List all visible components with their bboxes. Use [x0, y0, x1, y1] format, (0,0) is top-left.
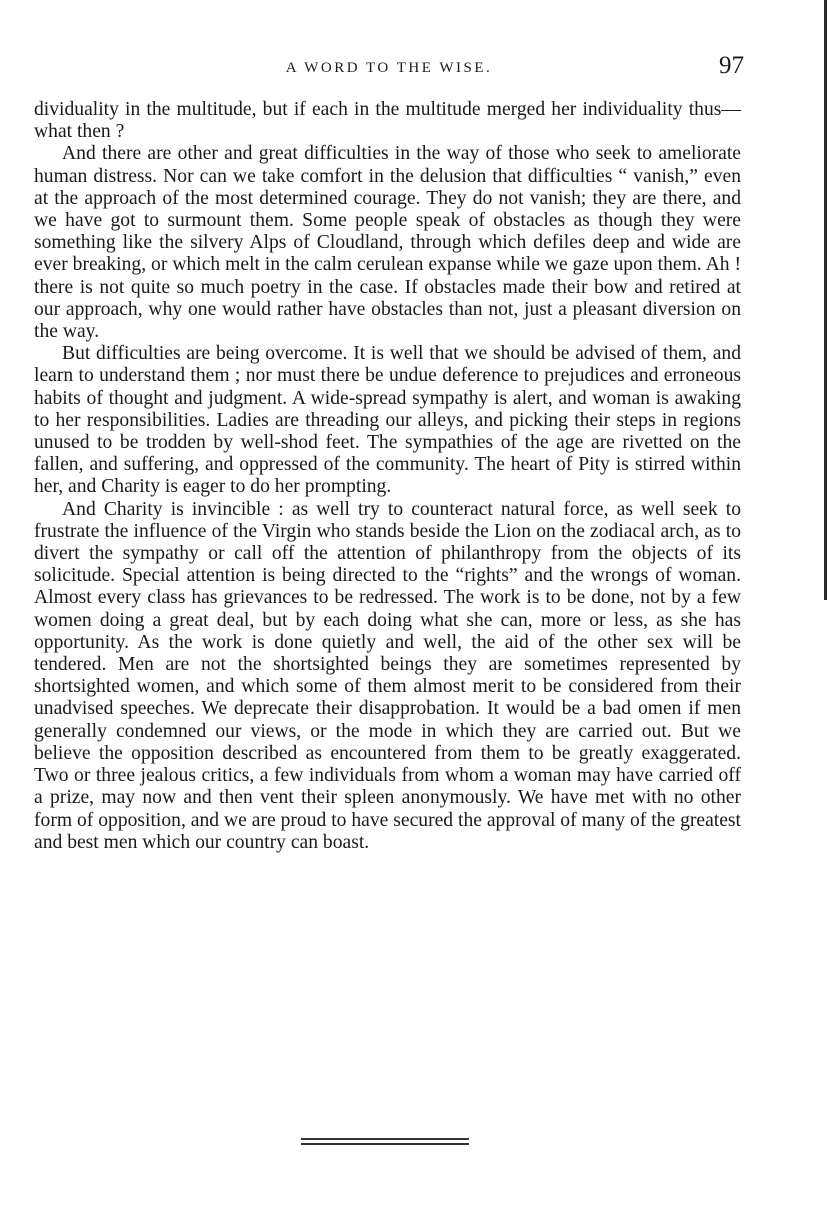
paragraph-2: And there are other and great difficulties in the way of those who seek to ameliorate human distress. Nor can we take comfort in the delusion that difficulties “ vanish,” even at the approach of the most determined courage. They do not vanish; they are there, and we have got to surmount them. Some people speak of obstacles as though they were something like the silvery Alps of Cloudland, through which defiles deep and wide are ever breaking, or which melt in the calm cerulean expanse while we gaze upon them. Ah ! there is not quite so much poetry in the case. If obstacles made their bow and retired at our approach, why one would rather have obstacles than not, just a pleasant diversion on the way.	[34, 143, 741, 343]
paragraph-3: But difficulties are being overcome. It is well that we should be advised of them, and learn to understand them ; nor must there be undue deference to prejudices and erroneous habits of thought and judgment. A wide-spread sympathy is alert, and woman is awaking to her responsibilities. Ladies are threading our alleys, and picking their steps in regions unused to be trodden by well-shod feet. The sympathies of the age are rivetted on the fallen, and suffering, and oppressed of the community. The heart of Pity is stirred within her, and Charity is eager to do her prompting.	[34, 343, 741, 498]
page-edge-rule	[824, 0, 827, 600]
body-text	[34, 99, 741, 854]
running-title: A WORD TO THE WISE.	[285, 60, 493, 76]
paragraph-1: dividuality in the multitude, but if each in the multitude merged her individuality thus—what then ?	[34, 99, 741, 143]
paragraph-4: And Charity is invincible : as well try to counteract natural force, as well seek to frustrate the influence of the Virgin who stands beside the Lion on the zodiacal arch, as to divert the sympathy or call off the attention of philanthropy from the objects of its solicitude. Special attention is being directed to the “rights” and the wrongs of woman. Almost every class has grievances to be redressed. The work is to be done, not by a few women doing a great deal, but by each doing what she can, more or less, as she has opportunity. As the work is done quietly and well, the aid of the other sex will be tendered. Men are not the shortsighted beings they are sometimes represented by shortsighted women, and which some of them almost merit to be considered from their unadvised speeches. We deprecate their disapprobation. It would be a bad omen if men generally condemned our views, or the mode in which they are carried out. But we believe the opposition described as encountered from them to be greatly exaggerated. Two or three jealous critics, a few individuals from whom a woman may have carried off a prize, may now and then vent their spleen anonymously. We have met with no other form of opposition, and we are proud to have secured the approval of many of the greatest and best men which our country can boast.	[34, 498, 741, 853]
page-number: 97	[719, 52, 744, 79]
end-double-rule	[301, 1138, 469, 1145]
running-header	[34, 54, 744, 84]
